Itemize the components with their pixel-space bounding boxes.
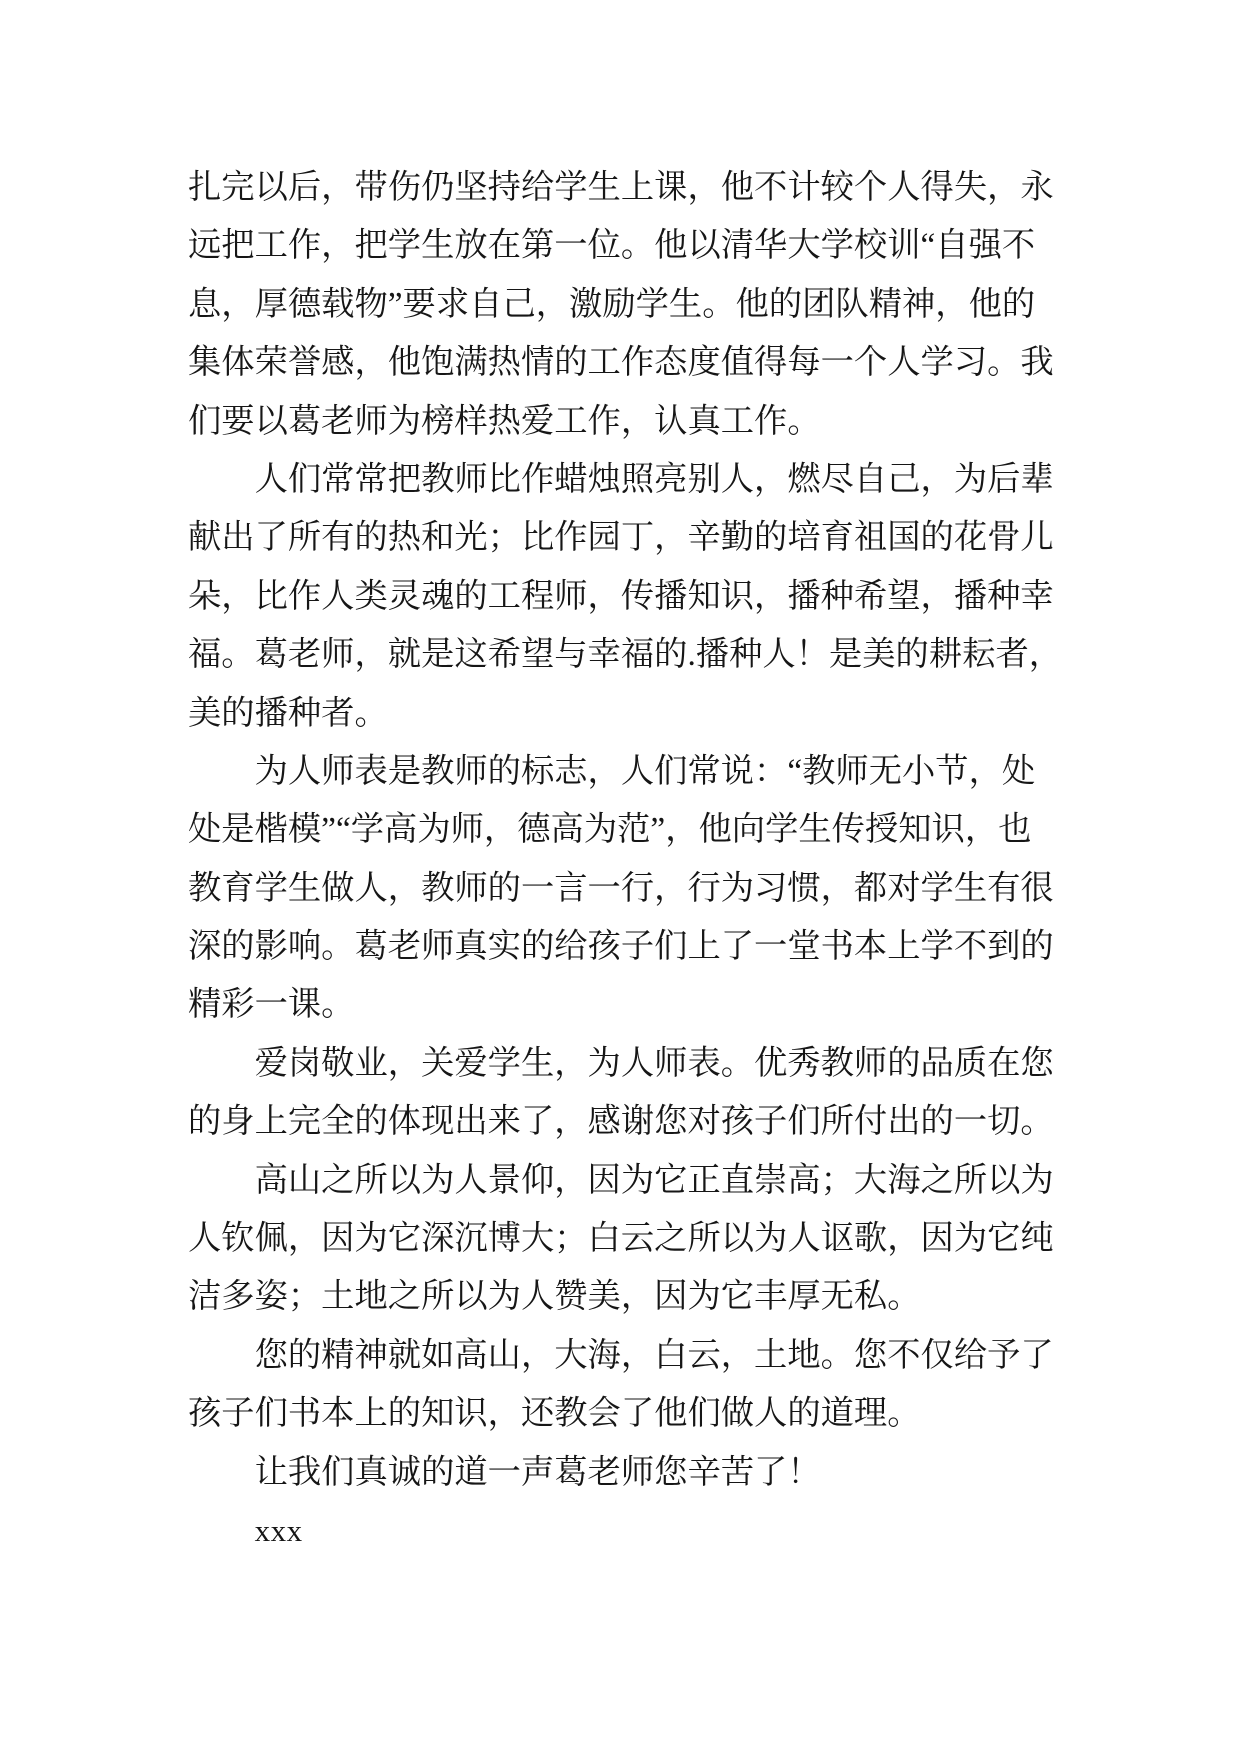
text-line: 集体荣誉感，他饱满热情的工作态度值得每一个人学习。我	[188, 344, 1054, 382]
signature-text: xxx	[254, 1512, 303, 1548]
text-line: 您的精神就如高山，大海，白云，土地。您不仅给予了	[254, 1336, 1054, 1374]
document-body	[188, 159, 1088, 1560]
paragraph	[188, 1152, 1088, 1327]
text-line: 们要以葛老师为榜样热爱工作，认真工作。	[188, 402, 821, 440]
paragraph	[188, 743, 1088, 1035]
text-line: 人们常常把教师比作蜡烛照亮别人，燃尽自己，为后辈	[254, 460, 1054, 498]
text-line: 教育学生做人，教师的一言一行，行为习惯，都对学生有很	[188, 869, 1054, 907]
text-line: 远把工作，把学生放在第一位。他以清华大学校训“自强不	[188, 227, 1036, 265]
text-line: 让我们真诚的道一声葛老师您辛苦了！	[254, 1453, 821, 1491]
text-line: 洁多姿；土地之所以为人赞美，因为它丰厚无私。	[188, 1278, 921, 1316]
text-line: 为人师表是教师的标志，人们常说：“教师无小节，处	[254, 752, 1036, 790]
paragraph	[188, 1444, 1088, 1502]
text-line: 深的影响。葛老师真实的给孩子们上了一堂书本上学不到的	[188, 928, 1054, 966]
text-line: 的身上完全的体现出来了，感谢您对孩子们所付出的一切。	[188, 1103, 1054, 1141]
paragraph	[188, 159, 1088, 451]
text-line: 人钦佩，因为它深沉博大；白云之所以为人讴歌，因为它纯	[188, 1220, 1054, 1258]
text-line: 福。葛老师，就是这希望与幸福的.播种人！是美的耕耘者，	[188, 636, 1063, 674]
text-line: 扎完以后，带伤仍坚持给学生上课，他不计较个人得失，永	[188, 169, 1054, 206]
paragraph	[188, 1327, 1088, 1444]
text-line: 息，厚德载物”要求自己，激励学生。他的团队精神，他的	[188, 285, 1036, 323]
text-line: 孩子们书本上的知识，还教会了他们做人的道理。	[188, 1395, 921, 1433]
text-line: 处是楷模”“学高为师，德高为范”，他向学生传授知识，也	[188, 811, 1032, 849]
text-line: 精彩一课。	[188, 986, 355, 1024]
paragraph	[188, 1035, 1088, 1152]
text-line: 献出了所有的热和光；比作园丁，辛勤的培育祖国的花骨儿	[188, 519, 1054, 557]
text-line: 高山之所以为人景仰，因为它正直崇高；大海之所以为	[254, 1161, 1054, 1199]
signature-paragraph	[188, 1502, 1088, 1560]
text-line: 爱岗敬业，关爱学生，为人师表。优秀教师的品质在您	[254, 1044, 1054, 1082]
text-line: 美的播种者。	[188, 694, 388, 732]
paragraph	[188, 451, 1088, 743]
text-line: 朵，比作人类灵魂的工程师，传播知识，播种希望，播种幸	[188, 577, 1054, 615]
